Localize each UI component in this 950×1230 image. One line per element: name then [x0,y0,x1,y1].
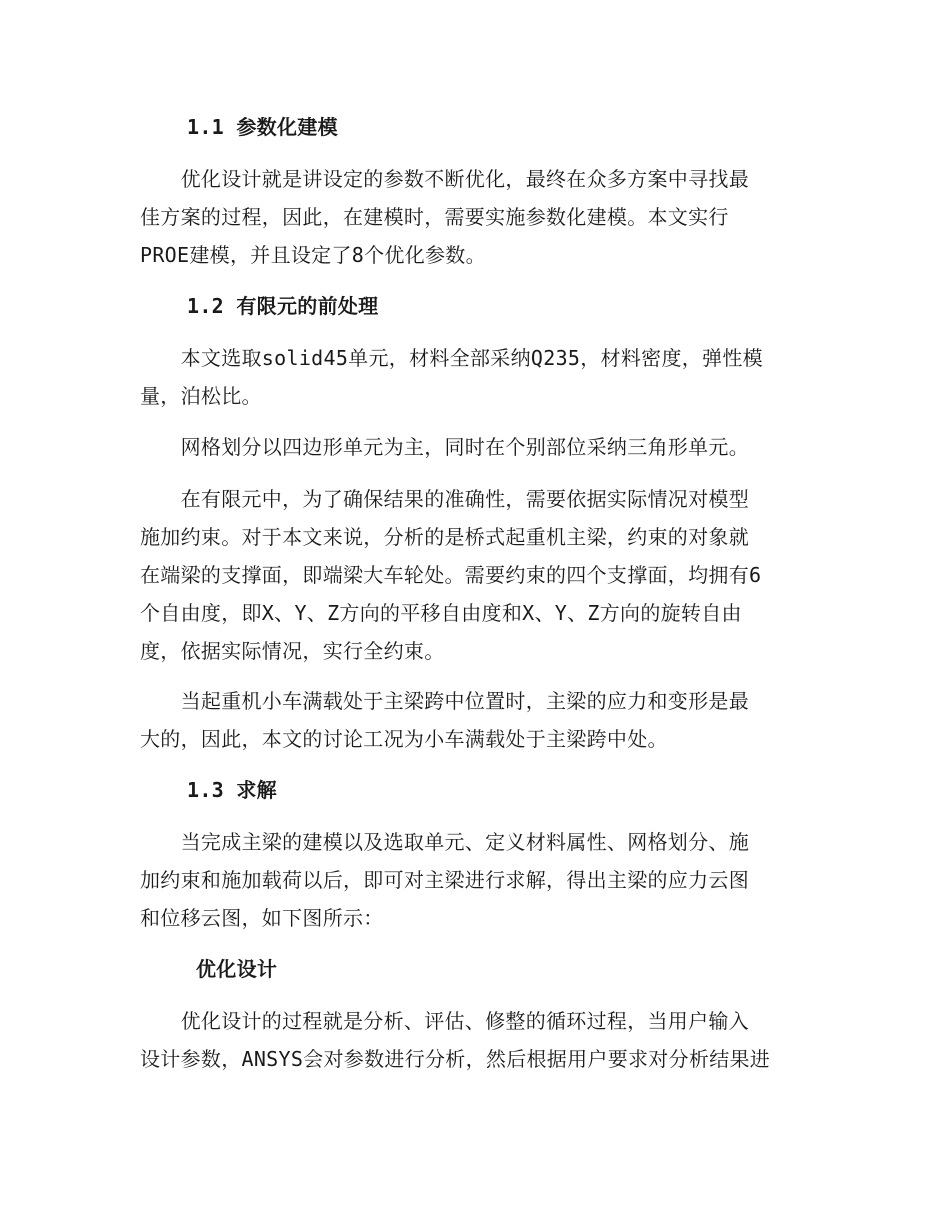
paragraph: 当起重机小车满载处于主梁跨中位置时，主梁的应力和变形是最 大的，因此，本文的讨论工况为小车满载处于主梁跨中处。 [140,689,749,751]
section-heading-1-3: 1.3 求解 [187,778,277,802]
paragraph: 网格划分以四边形单元为主，同时在个别部位采纳三角形单元。 [140,435,749,459]
section-heading-1-1: 1.1 参数化建模 [187,115,338,139]
section-heading-optimization: 优化设计 [196,957,278,981]
paragraph: 本文选取solid45单元，材料全部采纳Q235，材料密度，弹性模 量，泊松比。 [140,346,763,408]
section-heading-1-2: 1.2 有限元的前处理 [187,294,379,318]
paragraph: 优化设计的过程就是分析、评估、修整的循环过程，当用户输入 设计参数，ANSYS会对参数进行分析，然后根据用户要求对分析结果进 [140,1009,771,1071]
paragraph: 当完成主梁的建模以及选取单元、定义材料属性、网格划分、施 加约束和施加载荷以后，即可对主梁进行求解，得出主梁的应力云图 和位移云图，如下图所示： [140,830,749,930]
paragraph: 优化设计就是讲设定的参数不断优化，最终在众多方案中寻找最 佳方案的过程，因此，在建模时，需要实施参数化建模。本文实行 PROE建模，并且设定了8个优化参数。 [140,167,749,267]
paragraph: 在有限元中，为了确保结果的准确性，需要依据实际情况对模型 施加约束。对于本文来说，分析的是桥式起重机主梁，约束的对象就 在端梁的支撑面，即端梁大车轮处。需要约束的四个支撑面，均拥有6 个自由度，即X、Y、Z方向的平移自由度和X、Y、Z方向的旋转自由 度，依据实际情况，实行全约束。 [140,487,762,663]
